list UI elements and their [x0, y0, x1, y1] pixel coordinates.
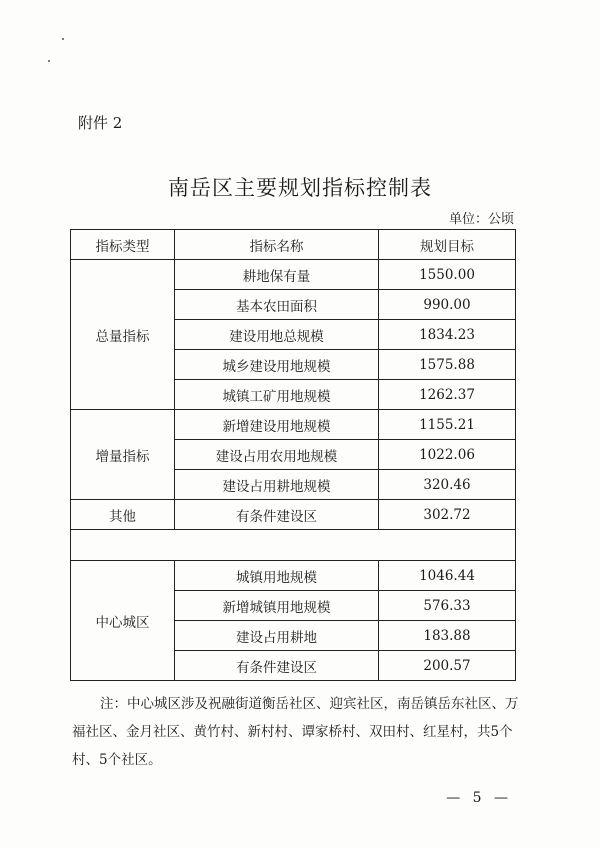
- indicator-name-cell: 基本农田面积: [175, 290, 379, 320]
- target-value-cell: 1022.06: [379, 440, 516, 470]
- table-row: [71, 260, 516, 290]
- column-header: 指标类型: [71, 230, 175, 260]
- column-header: 指标名称: [175, 230, 379, 260]
- page-number: — 5 —: [446, 790, 512, 806]
- scan-speck: [48, 60, 50, 62]
- indicator-name-cell: 建设占用耕地规模: [175, 470, 379, 500]
- table-row: [71, 561, 516, 591]
- target-value-cell: 576.33: [379, 591, 516, 621]
- indicator-name-cell: 城乡建设用地规模: [175, 350, 379, 380]
- footnote: 注：中心城区涉及祝融街道衡岳社区、迎宾社区，南岳镇岳东社区、万福社区、金月社区、黄竹村、新村村、谭家桥村、双田村、红星村，共5个村、5个社区。: [72, 696, 519, 768]
- target-value-cell: 1575.88: [379, 350, 516, 380]
- indicator-type-cell: 中心城区: [71, 561, 175, 681]
- column-header: 规划目标: [379, 230, 516, 260]
- document-title: 南岳区主要规划指标控制表: [168, 176, 432, 200]
- indicator-name-cell: 新增城镇用地规模: [175, 591, 379, 621]
- table-empty-row: [71, 530, 516, 561]
- empty-cell: [71, 530, 516, 561]
- table-row: [71, 500, 516, 530]
- indicator-name-cell: 耕地保有量: [175, 260, 379, 290]
- target-value-cell: 1834.23: [379, 320, 516, 350]
- indicator-type-cell: 其他: [71, 500, 175, 530]
- indicator-name-cell: 有条件建设区: [175, 500, 379, 530]
- target-value-cell: 1550.00: [379, 260, 516, 290]
- indicator-name-cell: 城镇工矿用地规模: [175, 380, 379, 410]
- table-header-row: [71, 230, 516, 260]
- indicator-name-cell: 新增建设用地规模: [175, 410, 379, 440]
- target-value-cell: 183.88: [379, 621, 516, 651]
- indicator-type-cell: 总量指标: [71, 260, 175, 410]
- target-value-cell: 1262.37: [379, 380, 516, 410]
- target-value-cell: 1155.21: [379, 410, 516, 440]
- target-value-cell: 1046.44: [379, 561, 516, 591]
- unit-label: 单位：公顷: [448, 212, 514, 227]
- target-value-cell: 302.72: [379, 500, 516, 530]
- indicator-name-cell: 有条件建设区: [175, 651, 379, 681]
- indicator-name-cell: 建设占用农用地规模: [175, 440, 379, 470]
- scan-speck: [62, 38, 64, 40]
- target-value-cell: 200.57: [379, 651, 516, 681]
- indicator-name-cell: 建设占用耕地: [175, 621, 379, 651]
- indicator-name-cell: 建设用地总规模: [175, 320, 379, 350]
- table-row: [71, 410, 516, 440]
- attachment-label: 附件 2: [78, 114, 123, 132]
- target-value-cell: 320.46: [379, 470, 516, 500]
- indicator-type-cell: 增量指标: [71, 410, 175, 500]
- indicator-name-cell: 城镇用地规模: [175, 561, 379, 591]
- target-value-cell: 990.00: [379, 290, 516, 320]
- indicator-table: [70, 229, 516, 681]
